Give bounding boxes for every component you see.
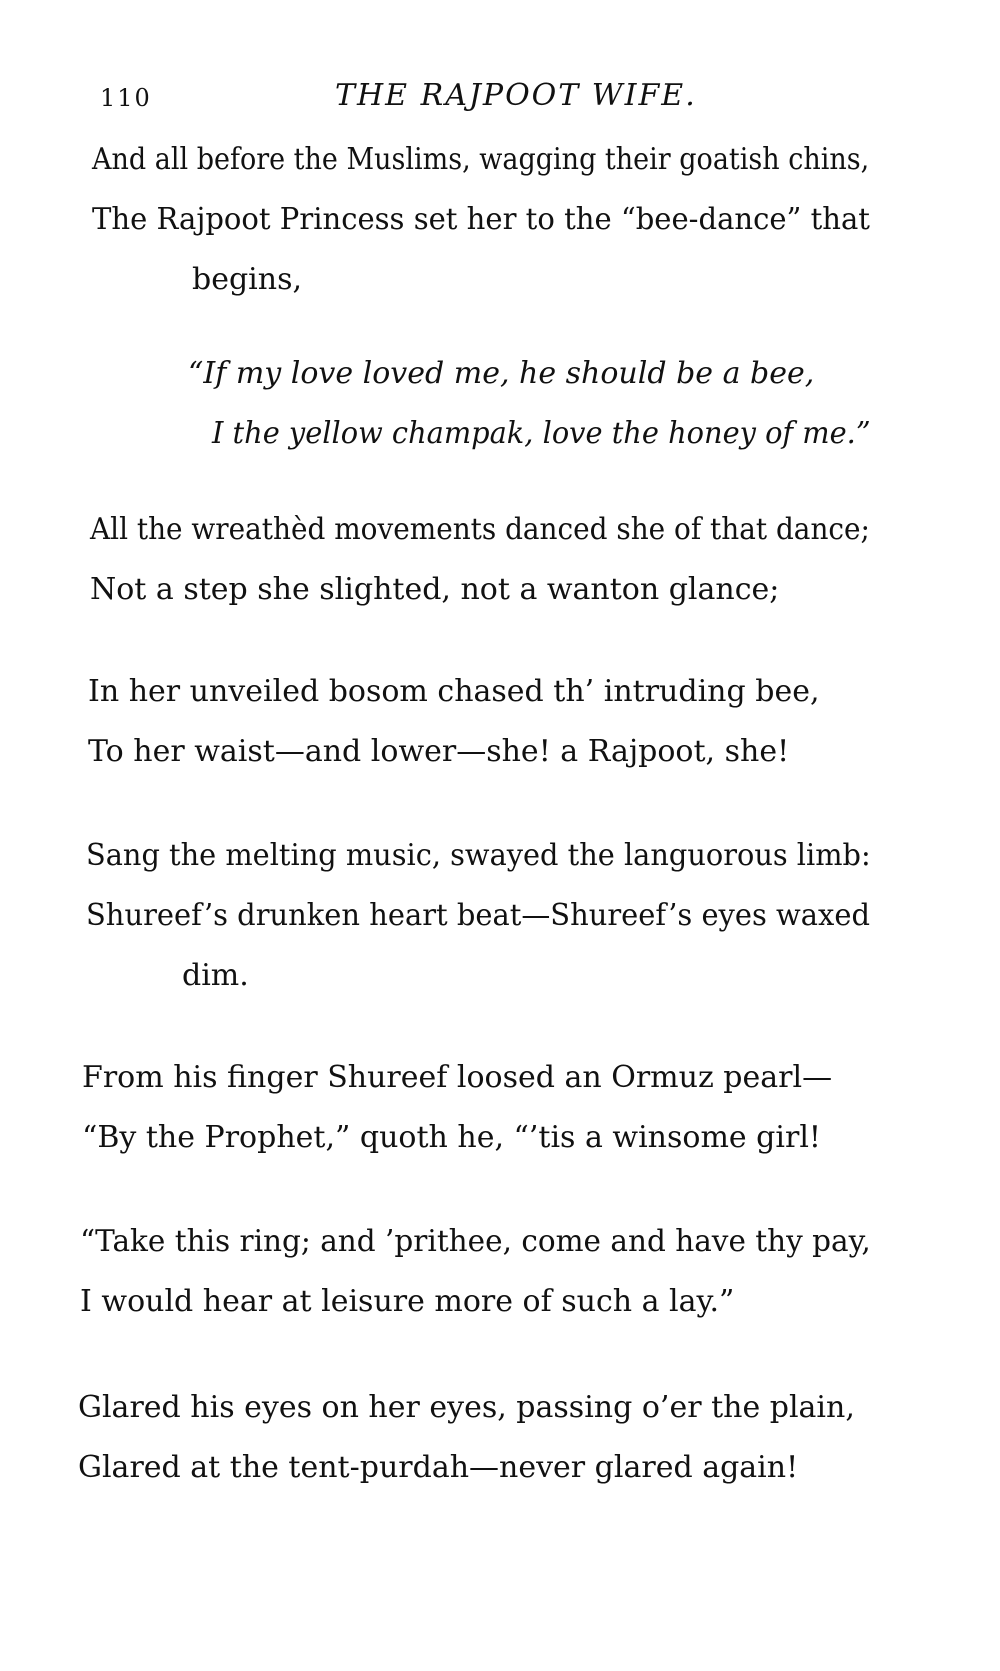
poem-line: Glared his eyes on her eyes, passing o’er the plain, [78, 1390, 855, 1425]
poem-line: From his finger Shureef loosed an Ormuz pearl— [82, 1060, 833, 1095]
poem-line: dim. [182, 958, 249, 993]
poem-line: begins, [192, 262, 303, 297]
poem-line: Shureef’s drunken heart beat—Shureef’s eyes waxed [86, 898, 870, 933]
poem-line: And all before the Muslims, wagging their goatish chins, [92, 142, 870, 177]
poem-line: Sang the melting music, swayed the languorous limb: [86, 838, 871, 873]
poem-line-italic: I the yellow champak, love the honey of me.” [212, 416, 871, 451]
poem-line: The Rajpoot Princess set her to the “bee-dance” that [92, 202, 870, 237]
poem-line: In her unveiled bosom chased th’ intruding bee, [88, 674, 820, 709]
poem-line: All the wreathèd movements danced she of that dance; [90, 512, 870, 547]
poem-line: “Take this ring; and ’prithee, come and have thy pay, [80, 1224, 871, 1259]
poem-line: I would hear at leisure more of such a lay.” [80, 1284, 735, 1319]
page-number: 110 [100, 84, 152, 112]
running-title: THE RAJPOOT WIFE. [335, 78, 697, 113]
poem-line: Not a step she slighted, not a wanton glance; [90, 572, 780, 607]
poem-line: Glared at the tent-purdah—never glared again! [78, 1450, 799, 1485]
poem-line: “By the Prophet,” quoth he, “’tis a winsome girl! [82, 1120, 821, 1155]
poem-line: To her waist—and lower—she! a Rajpoot, she! [88, 734, 790, 769]
poem-line-italic: “If my love loved me, he should be a bee, [188, 356, 815, 391]
page-header [0, 78, 1000, 118]
